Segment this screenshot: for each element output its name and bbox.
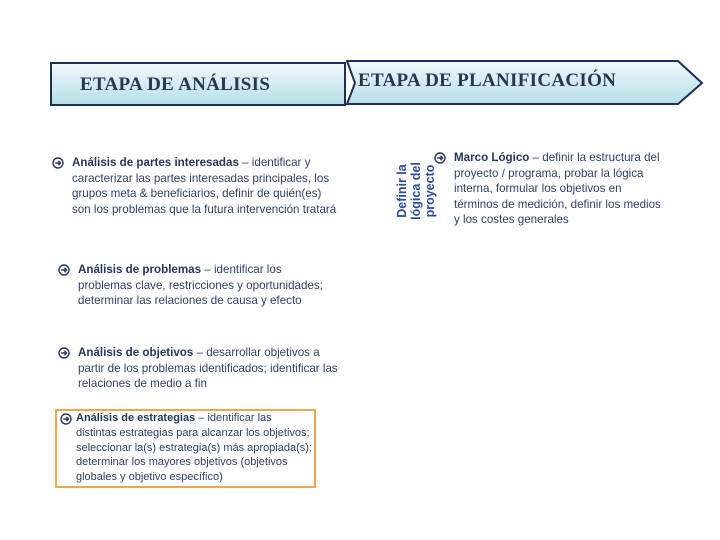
circle-arrow-right-icon	[434, 152, 446, 164]
list-item	[58, 345, 342, 392]
list-item	[60, 411, 314, 485]
list-item	[434, 150, 662, 228]
circle-arrow-right-icon	[60, 413, 72, 425]
circle-arrow-right-icon	[58, 264, 70, 276]
item-heading: Análisis de partes interesadas	[72, 156, 239, 169]
item-description: – desarrollar objetivos a partir de los problemas identificados; identificar las relaciones de medio a fin	[78, 346, 338, 391]
item-heading: Análisis de objetivos	[78, 346, 194, 359]
analysis-stage-title: ETAPA DE ANÁLISIS	[80, 74, 271, 95]
item-description: – identificar las distintas estrategias para alcanzar los objetivos; seleccionar la(s) estrategia(s) más apropiada(s); determinar los mayores objetivos (objetivos globales y objetivo específico)	[76, 412, 312, 484]
planning-stage-title: ETAPA DE PLANIFICACIÓN	[358, 70, 617, 91]
circle-arrow-right-icon	[52, 157, 64, 169]
vertical-label-line: lógica del	[409, 162, 423, 220]
analysis-stage-banner	[50, 62, 346, 106]
item-description: – identificar los problemas clave, restricciones y oportunidades; determinar las relaciones de causa y efecto	[78, 263, 323, 308]
item-heading: Análisis de estrategias	[76, 412, 196, 424]
item-description: – definir la estructura del proyecto / programa, probar la lógica interna, formular los objetivos en términos de medición, definir los medios y los costes generales	[454, 151, 661, 227]
planning-stage-banner	[346, 58, 704, 106]
vertical-label-line: proyecto	[423, 164, 437, 218]
circle-arrow-right-icon	[58, 347, 70, 359]
list-item	[58, 262, 330, 309]
list-item	[52, 155, 342, 217]
vertical-label-line: Definir la	[395, 164, 409, 218]
item-description: – identificar y caracterizar las partes interesadas principales, los grupos meta & beneficiarios, definir de quién(es) son los problemas que la futura intervención tratará	[72, 156, 337, 216]
item-heading: Marco Lógico	[454, 151, 530, 164]
item-heading: Análisis de problemas	[78, 263, 202, 276]
